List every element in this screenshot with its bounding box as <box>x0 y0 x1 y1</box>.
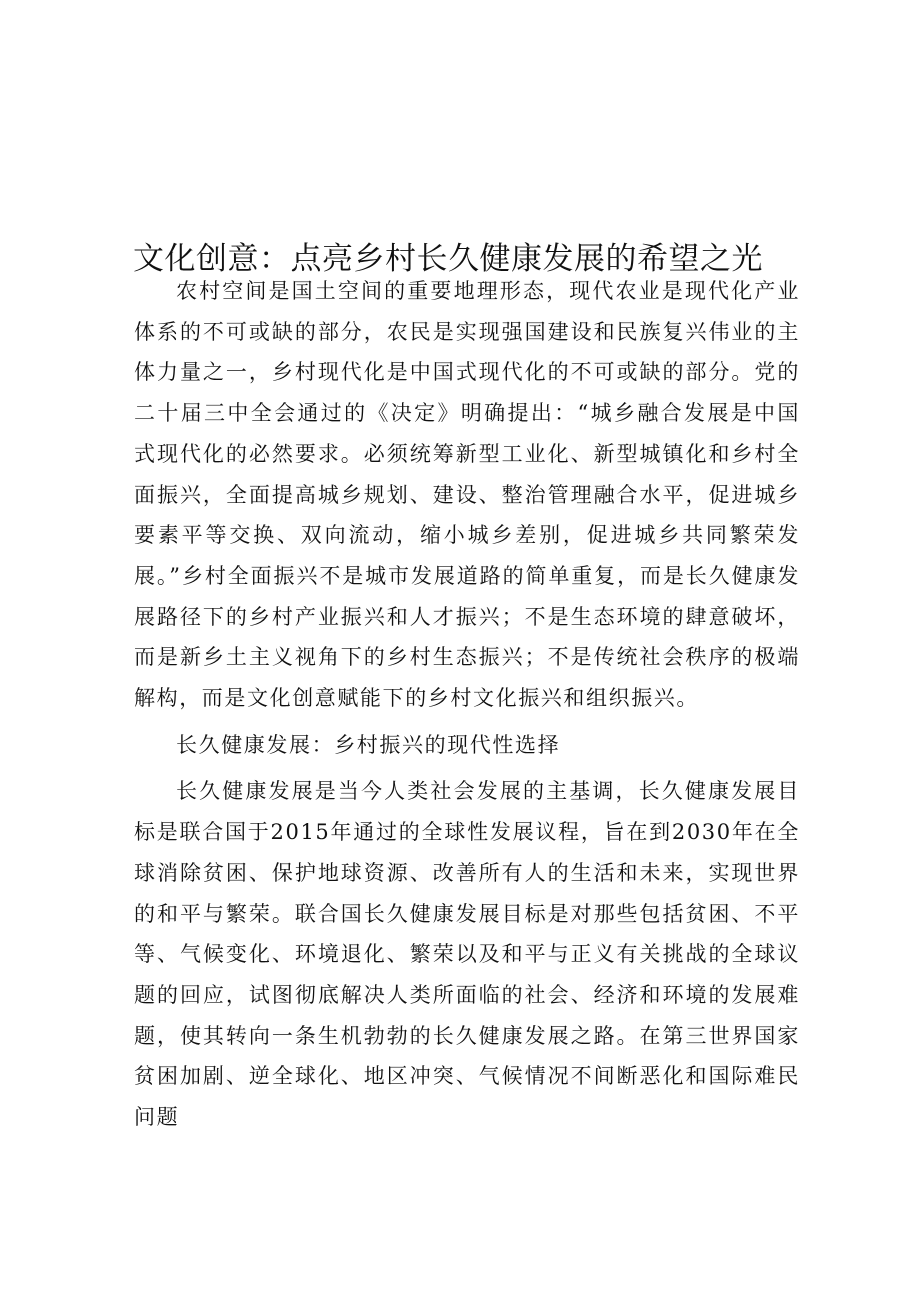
section-heading: 长久健康发展：乡村振兴的现代性选择 <box>176 732 561 757</box>
body-paragraph-intro: 农村空间是国土空间的重要地理形态，现代农业是现代化产业体系的不可或缺的部分，农民是实现强国建设和民族复兴伟业的主体力量之一，乡村现代化是中国式现代化的不可或缺的部分。党的二十届三中全会通过的《决定》明确提出：“城乡融合发展是中国式现代化的必然要求。必须统筹新型工业化、新型城镇化和乡村全面振兴，全面提高城乡规划、建设、整治管理融合水平，促进城乡要素平等交换、双向流动，缩小城乡差别，促进城乡共同繁荣发展。”乡村全面振兴不是城市发展道路的简单重复，而是长久健康发展路径下的乡村产业振兴和人才振兴；不是生态环境的肆意破坏，而是新乡土主义视角下的乡村生态振兴；不是传统社会秩序的极端解构，而是文化创意赋能下的乡村文化振兴和组织振兴。 <box>134 279 800 711</box>
article-body <box>134 271 800 1138</box>
article-title: 文化创意：点亮乡村长久健康发展的希望之光 <box>133 240 763 277</box>
body-paragraph-sustainable: 长久健康发展是当今人类社会发展的主基调，长久健康发展目标是联合国于2015年通过的全球性发展议程，旨在到2030年在全球消除贫困、保护地球资源、改善所有人的生活和未来，实现世界的和平与繁荣。联合国长久健康发展目标是对那些包括贫困、不平等、气候变化、环境退化、繁荣以及和平与正义有关挑战的全球议题的回应，试图彻底解决人类所面临的社会、经济和环境的发展难题，使其转向一条生机勃勃的长久健康发展之路。在第三世界国家贫困加剧、逆全球化、地区冲突、气候情况不间断恶化和国际难民问题 <box>134 779 800 1130</box>
